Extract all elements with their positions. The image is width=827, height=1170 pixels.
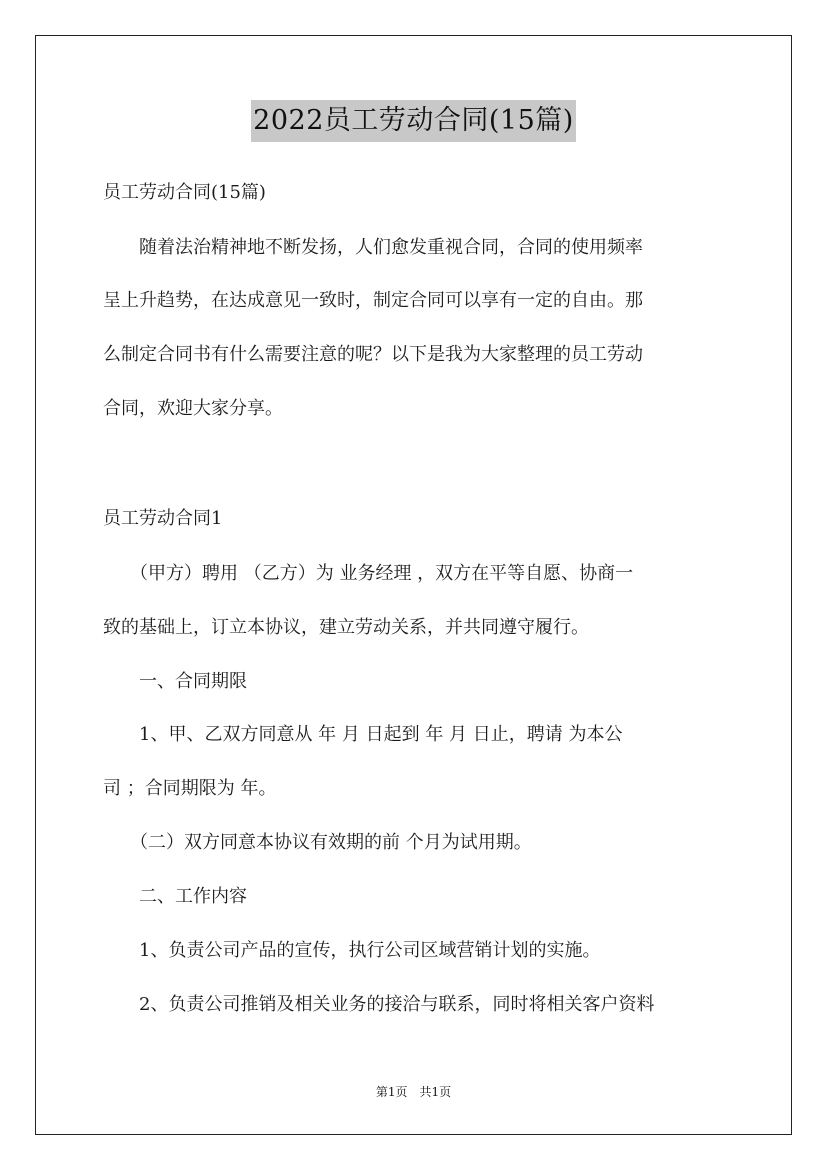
paragraph-line: 呈上升趋势，在达成意见一致时，制定合同可以享有一定的自由。那 [103,290,643,311]
page-number: 第1页 [375,1085,408,1099]
paragraph-line: 司 ；合同期限为 年。 [103,778,277,799]
document-title: 2022员工劳动合同(15篇) [251,100,576,142]
paragraph-line: 致的基础上，订立本协议，建立劳动关系，并共同遵守履行。 [103,617,589,638]
document-subtitle: 员工劳动合同(15篇) [103,182,266,203]
paragraph-line: 1、负责公司产品的宣传，执行公司区域营销计划的实施。 [103,940,601,961]
page-footer [0,1084,827,1100]
paragraph-line: 1、甲、乙双方同意从 年 月 日起到 年 月 日止，聘请 为本公 [103,724,623,745]
section-heading: 员工劳动合同1 [103,508,223,529]
paragraph-line: （二）双方同意本协议有效期的前 个月为试用期。 [103,832,532,853]
paragraph-line: （甲方）聘用 （乙方）为 业务经理 ，双方在平等自愿、协商一 [103,563,634,584]
paragraph-line: 么制定合同书有什么需要注意的呢？以下是我为大家整理的员工劳动 [103,344,643,365]
clause-heading: 二、工作内容 [103,886,247,907]
paragraph-line: 随着法治精神地不断发扬，人们愈发重视合同，合同的使用频率 [103,237,643,258]
paragraph-line: 2、负责公司推销及相关业务的接洽与联系，同时将相关客户资料 [103,994,655,1015]
paragraph-line: 合同，欢迎大家分享。 [103,398,283,419]
page-total: 共1页 [419,1085,452,1099]
title-container [0,100,827,142]
clause-heading: 一、合同期限 [103,671,247,692]
